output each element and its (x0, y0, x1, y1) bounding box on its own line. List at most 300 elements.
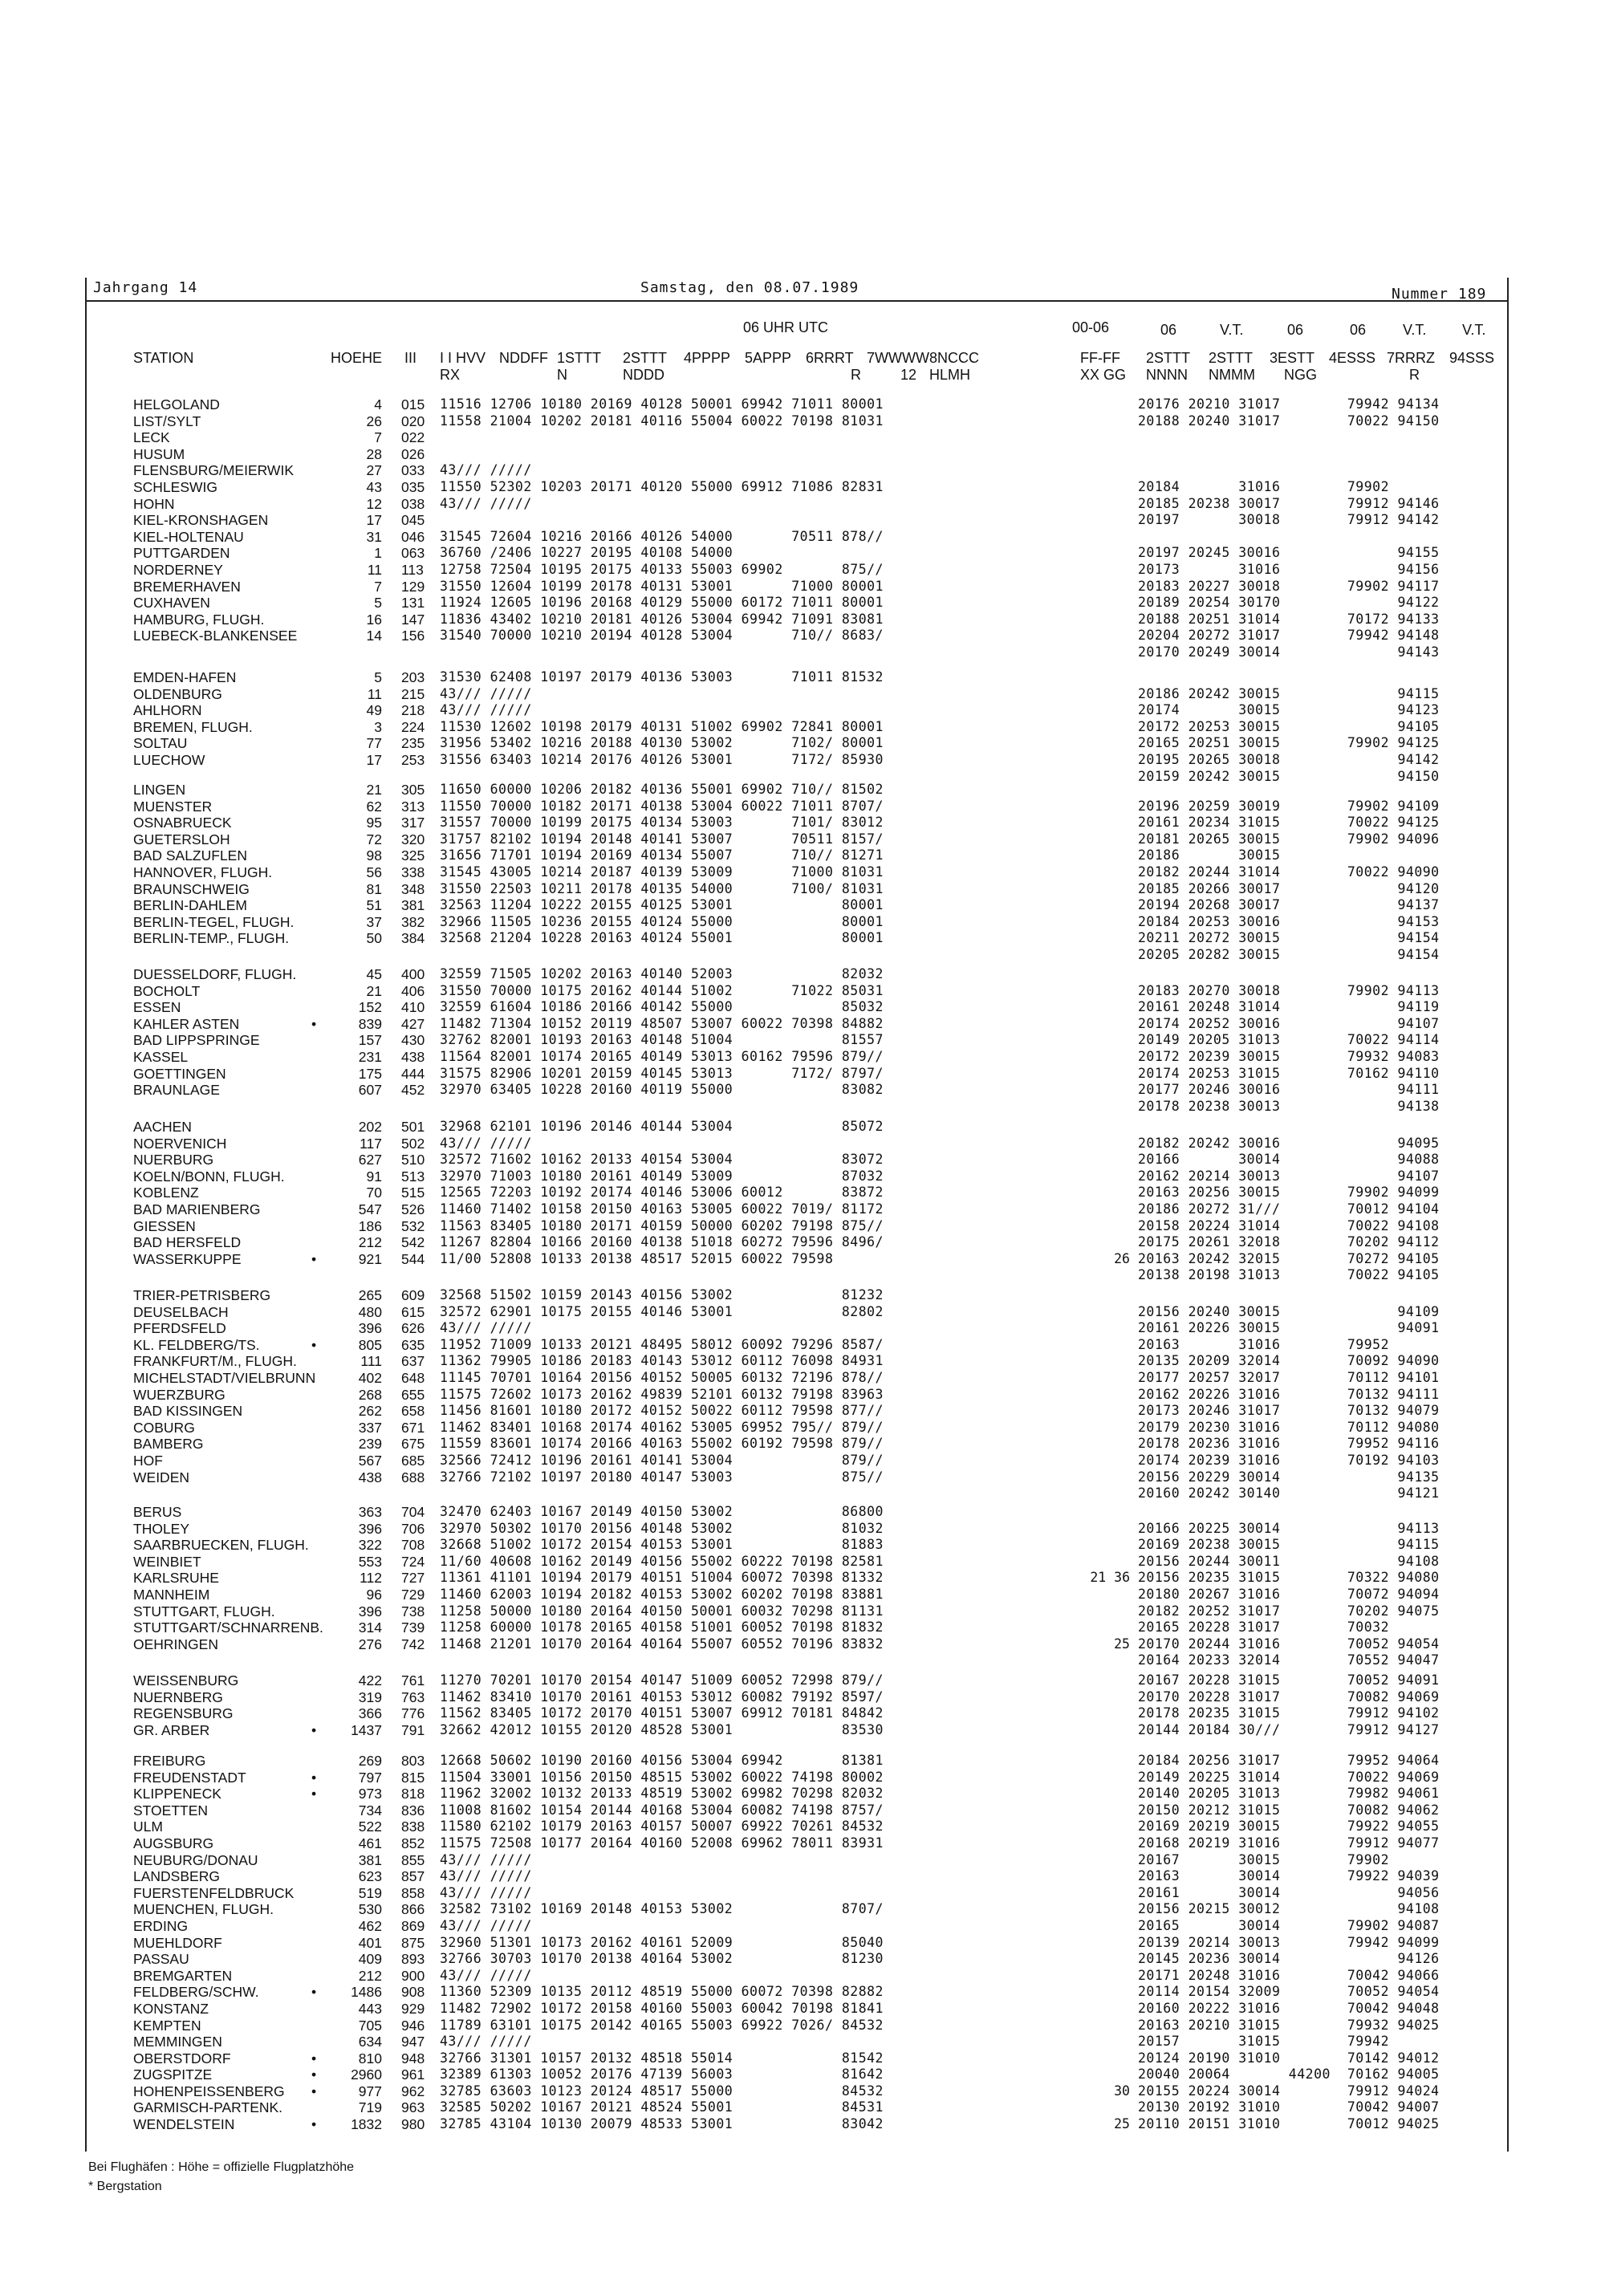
obs-06-utc: 11360 52309 10135 20112 48519 55000 60072 70398 82882 (440, 1984, 884, 2000)
station-height: 797 (358, 1769, 382, 1786)
table-row (0, 1819, 1605, 1835)
station-number: 815 (401, 1769, 425, 1786)
obs-06-utc: 11462 83410 10170 20161 40153 53012 60082 79192 8597/ (440, 1688, 884, 1705)
obs-06-utc: 32585 50202 10167 20121 48524 55001 84531 (440, 2099, 884, 2115)
station-name: PASSAU (133, 1951, 189, 1968)
station-name: PUTTGARDEN (133, 545, 230, 562)
station-height: 1437 (351, 1721, 382, 1738)
station-height: 1486 (351, 1984, 382, 2001)
obs-06-utc: 31550 22503 10211 20178 40135 54000 7100/ 81031 (440, 880, 884, 896)
station-number: 218 (401, 702, 425, 719)
obs-06-utc: 32563 11204 10222 20155 40125 53001 80001 (440, 897, 884, 913)
station-name: BERLIN-DAHLEM (133, 897, 247, 914)
obs-06-utc: 11258 50000 10180 20164 40150 50001 60032 70298 81131 (440, 1603, 884, 1619)
col-1sttt: 1STTT N (557, 350, 602, 383)
station-name: KOELN/BONN, FLUGH. (133, 1168, 285, 1185)
obs-vt: 20162 20214 30013 94107 (1138, 1168, 1440, 1184)
obs-vt: 20164 20233 32014 70552 94047 (1138, 1652, 1440, 1668)
obs-06-utc: 43/// ///// (440, 1884, 532, 1900)
station-height: 27 (366, 462, 382, 479)
station-height: 16 (366, 611, 382, 628)
station-name: NOERVENICH (133, 1135, 227, 1152)
table-row (0, 1705, 1605, 1722)
obs-06-utc: 32568 51502 10159 20143 40156 53002 81232 (440, 1287, 884, 1302)
obs-vt: 20181 20265 30015 79902 94096 (1138, 831, 1440, 847)
obs-06-utc: 11456 81601 10180 20172 40152 50022 60112 79598 877// (440, 1403, 884, 1419)
station-number: 739 (401, 1619, 425, 1636)
station-height: 7 (374, 429, 382, 446)
obs-vt: 20172 20253 30015 94105 (1138, 718, 1440, 734)
station-number: 427 (401, 1015, 425, 1032)
station-name: BAD SALZUFLEN (133, 847, 247, 864)
station-name: HUSUM (133, 445, 185, 462)
station-height: 81 (366, 880, 382, 897)
station-name: WENDELSTEIN (133, 2116, 235, 2133)
station-name: HANNOVER, FLUGH. (133, 864, 273, 880)
table-row (0, 831, 1605, 848)
obs-vt: 20166 30014 94088 (1138, 1152, 1440, 1168)
table-row (0, 644, 1605, 661)
obs-vt: 20110 20151 31010 70012 94025 (1138, 2116, 1440, 2132)
station-number: 893 (401, 1951, 425, 1968)
station-height: 157 (358, 1032, 382, 1049)
obs-06-utc: 11530 12602 10198 20179 40131 51002 69902 72841 80001 (440, 718, 884, 734)
station-number: 129 (401, 578, 425, 595)
table-row (0, 1370, 1605, 1387)
obs-vt: 20156 20240 30015 94109 (1138, 1303, 1440, 1319)
col-iii: III (404, 350, 417, 366)
table-row (0, 1320, 1605, 1337)
table-row (0, 881, 1605, 898)
table-row (0, 847, 1605, 864)
obs-vt: 20184 31016 79902 (1138, 478, 1390, 494)
station-number: 320 (401, 831, 425, 847)
table-row (0, 2066, 1605, 2083)
station-height: 409 (358, 1951, 382, 1968)
obs-vt: 20169 20238 30015 94115 (1138, 1537, 1440, 1553)
section-06b: 06 (1287, 322, 1304, 338)
obs-vt: 20177 20257 32017 70112 94101 (1138, 1369, 1440, 1385)
bergstation-mark: • (311, 2066, 317, 2083)
station-name: ERDING (133, 1917, 189, 1934)
station-name: KL. FELDBERG/TS. (133, 1336, 260, 1353)
table-row (0, 1652, 1605, 1669)
station-height: 438 (358, 1469, 382, 1485)
obs-06-utc: 43/// ///// (440, 1868, 532, 1884)
obs-06-utc: 11504 33001 10156 20150 48515 53002 60022 74198 80002 (440, 1769, 884, 1785)
obs-vt: 20159 20242 30015 94150 (1138, 768, 1440, 784)
station-height: 17 (366, 751, 382, 768)
obs-06-utc: 32960 51301 10173 20162 40161 52009 85040 (440, 1934, 884, 1950)
station-height: 26 (366, 412, 382, 429)
station-height: 77 (366, 735, 382, 752)
obs-06-utc: 43/// ///// (440, 1917, 532, 1933)
station-name: BREMEN, FLUGH. (133, 718, 253, 735)
obs-vt: 20165 20251 30015 79902 94125 (1138, 735, 1440, 751)
table-row (0, 1770, 1605, 1786)
table-row (0, 1469, 1605, 1486)
station-height: 17 (366, 512, 382, 529)
obs-vt: 20145 20236 30014 94126 (1138, 1951, 1440, 1967)
station-height: 396 (358, 1520, 382, 1537)
station-height: 212 (358, 1234, 382, 1251)
station-height: 11 (367, 561, 382, 578)
station-name: TRIER-PETRISBERG (133, 1287, 271, 1303)
station-number: 857 (401, 1868, 425, 1885)
station-height: 152 (358, 999, 382, 1016)
station-number: 501 (401, 1119, 425, 1135)
table-row (0, 1672, 1605, 1689)
station-name: OSNABRUECK (133, 815, 232, 831)
obs-vt: 20139 20214 30013 79942 94099 (1138, 1934, 1440, 1950)
station-number: 855 (401, 1851, 425, 1868)
obs-06-utc: 32785 43104 10130 20079 48533 53001 83042 (440, 2116, 884, 2132)
col-7rrrz: 7RRRZ R (1387, 350, 1436, 383)
station-name: KIEL-HOLTENAU (133, 528, 244, 545)
table-row (0, 462, 1605, 479)
obs-06-utc: 12668 50602 10190 20160 40156 53004 69942 81381 (440, 1753, 884, 1768)
table-row (0, 752, 1605, 769)
obs-vt: 20174 30015 94123 (1138, 702, 1440, 718)
obs-vt: 20155 20224 30014 79912 94024 (1138, 2083, 1440, 2099)
obs-06-utc: 32766 72102 10197 20180 40147 53003 875// (440, 1469, 884, 1485)
station-group (0, 1287, 1605, 1502)
table-row (0, 1119, 1605, 1136)
station-number: 384 (401, 930, 425, 947)
obs-vt: 20150 20212 31015 70082 94062 (1138, 1802, 1440, 1818)
obs-vt: 20040 20064 44200 70162 94005 (1138, 2066, 1440, 2083)
station-number: 706 (401, 1520, 425, 1537)
station-name: REGENSBURG (133, 1705, 234, 1722)
obs-vt: 20163 20256 30015 79902 94099 (1138, 1185, 1440, 1201)
station-height: 443 (358, 2000, 382, 2017)
col-2sttt: 2STTT NDDD (623, 350, 668, 383)
station-number: 317 (401, 815, 425, 831)
station-name: MICHELSTADT/VIELBRUNN (133, 1369, 316, 1386)
station-name: HOHN (133, 495, 175, 512)
station-name: CUXHAVEN (133, 595, 210, 612)
station-number: 544 (401, 1250, 425, 1267)
station-height: 11 (367, 685, 382, 702)
station-number: 513 (401, 1168, 425, 1185)
station-name: PFERDSFELD (133, 1320, 226, 1337)
station-height: 51 (366, 897, 382, 914)
station-height: 973 (358, 1786, 382, 1802)
obs-06-utc: 31550 70000 10175 20162 40144 51002 71022 85031 (440, 982, 884, 998)
station-name: MANNHEIM (133, 1586, 210, 1603)
station-name: ULM (133, 1819, 163, 1835)
table-row (0, 1337, 1605, 1354)
obs-06-utc: 11962 32002 10132 20133 48519 53002 69982 70298 82032 (440, 1786, 884, 1802)
table-row (0, 1968, 1605, 1985)
section-06c: 06 (1350, 322, 1367, 338)
issue-date: Samstag, den 08.07.1989 (640, 279, 859, 296)
station-name: ZUGSPITZE (133, 2066, 213, 2083)
obs-vt: 20170 20244 31016 70052 94054 (1138, 1636, 1440, 1652)
table-row (0, 1689, 1605, 1706)
obs-06-utc: 31575 82906 10201 20159 40145 53013 7172/ 8797/ (440, 1065, 884, 1081)
station-name: GR. ARBER (133, 1721, 210, 1738)
obs-06-utc: 43/// ///// (440, 495, 532, 511)
station-number: 038 (401, 495, 425, 512)
station-name: ESSEN (133, 999, 181, 1016)
table-row (0, 1753, 1605, 1770)
station-number: 852 (401, 1835, 425, 1851)
obs-vt: 20149 20225 31014 70022 94069 (1138, 1769, 1440, 1785)
obs-06-utc: 31550 12604 10199 20178 40131 53001 71000 80001 (440, 578, 884, 594)
obs-06-utc: 31545 43005 10214 20187 40139 53009 71000 81031 (440, 864, 884, 880)
obs-vt: 20162 20226 31016 70132 94111 (1138, 1386, 1440, 1402)
section-vt-a: V.T. (1220, 322, 1244, 338)
table-row (0, 719, 1605, 736)
station-number: 444 (401, 1065, 425, 1082)
station-name: MUEHLDORF (133, 1934, 222, 1951)
table-row (0, 1136, 1605, 1152)
station-name: HELGOLAND (133, 396, 220, 412)
station-height: 567 (358, 1452, 382, 1469)
table-row (0, 930, 1605, 947)
col-2sttt-vt: 2STTT NNNN (1146, 350, 1191, 383)
obs-06-utc: 11008 81602 10154 20144 40168 53004 60082 74198 8757/ (440, 1802, 884, 1818)
obs-06-utc: 11482 71304 10152 20119 48507 53007 60022 70398 84882 (440, 1015, 884, 1031)
station-number: 626 (401, 1320, 425, 1337)
table-row (0, 1082, 1605, 1099)
obs-06-utc: 12758 72504 10195 20175 40133 55003 69902 875// (440, 561, 884, 577)
station-height: 381 (358, 1851, 382, 1868)
station-name: KASSEL (133, 1048, 189, 1065)
obs-vt: 20173 31016 94156 (1138, 561, 1440, 577)
station-number: 803 (401, 1753, 425, 1769)
table-row (0, 2099, 1605, 2116)
obs-06-utc: 11258 60000 10178 20165 40158 51001 60052 70198 81832 (440, 1619, 884, 1636)
station-name: BAD MARIENBERG (133, 1201, 261, 1217)
station-name: NORDERNEY (133, 561, 223, 578)
table-row (0, 1835, 1605, 1852)
station-name: BERLIN-TEMP., FLUGH. (133, 930, 290, 947)
obs-vt: 20161 20226 30015 94091 (1138, 1320, 1440, 1336)
station-height: 322 (358, 1537, 382, 1554)
station-name: DEUSELBACH (133, 1303, 229, 1320)
station-number: 761 (401, 1672, 425, 1688)
station-number: 156 (401, 628, 425, 644)
obs-vt: 20182 20244 31014 70022 94090 (1138, 864, 1440, 880)
obs-06-utc: 32389 61303 10052 20176 47139 56003 81642 (440, 2066, 884, 2083)
station-height: 21 (366, 982, 382, 999)
station-height: 72 (366, 831, 382, 847)
station-height: 14 (366, 628, 382, 644)
table-row (0, 595, 1605, 612)
obs-06-utc: 32559 61604 10186 20166 40142 55000 85032 (440, 999, 884, 1015)
station-height: 627 (358, 1152, 382, 1168)
obs-06-utc: 31656 71701 10194 20169 40134 55007 710// 81271 (440, 847, 884, 864)
station-name: HOF (133, 1452, 163, 1469)
obs-06-utc: 32970 71003 10180 20161 40149 53009 87032 (440, 1168, 884, 1184)
obs-06-utc: 11575 72508 10177 20164 40160 52008 69962 78011 83931 (440, 1835, 884, 1851)
obs-vt: 20211 20272 30015 94154 (1138, 930, 1440, 946)
obs-vt: 20156 20215 30012 94108 (1138, 1901, 1440, 1917)
obs-vt: 20205 20282 30015 94154 (1138, 946, 1440, 962)
table-row (0, 612, 1605, 628)
obs-vt: 20172 20239 30015 79932 94083 (1138, 1048, 1440, 1064)
station-number: 961 (401, 2066, 425, 2083)
station-height: 28 (366, 445, 382, 462)
section-06-utc: 06 UHR UTC (743, 319, 829, 335)
station-name: FELDBERG/SCHW. (133, 1984, 259, 2001)
table-row (0, 1304, 1605, 1321)
obs-vt: 20185 20266 30017 94120 (1138, 880, 1440, 896)
col-station: STATION (133, 350, 194, 366)
station-height: 5 (374, 669, 382, 685)
issue-number: Nummer 189 (1392, 286, 1487, 303)
table-row (0, 686, 1605, 703)
station-name: AACHEN (133, 1119, 192, 1135)
obs-vt: 20179 20230 31016 70112 94080 (1138, 1419, 1440, 1435)
station-number: 635 (401, 1336, 425, 1353)
station-height: 734 (358, 1802, 382, 1819)
station-number: 729 (401, 1586, 425, 1603)
obs-vt: 20188 20251 31014 70172 94133 (1138, 611, 1440, 627)
obs-vt: 20160 20222 31016 70042 94048 (1138, 2000, 1440, 2016)
bergstation-mark: • (311, 1250, 317, 1267)
station-height: 480 (358, 1303, 382, 1320)
station-number: 400 (401, 966, 425, 982)
obs-vt: 20169 20219 30015 79922 94055 (1138, 1819, 1440, 1835)
table-row (0, 1554, 1605, 1571)
table-row (0, 1537, 1605, 1554)
station-number: 510 (401, 1152, 425, 1168)
section-00-06: 00-06 (1072, 319, 1110, 335)
obs-06-utc: 43/// ///// (440, 2034, 532, 2050)
station-name: BAD KISSINGEN (133, 1403, 243, 1420)
col-4esss: 4ESSS (1329, 350, 1376, 366)
obs-vt: 20182 20252 31017 70202 94075 (1138, 1603, 1440, 1619)
station-height: 319 (358, 1688, 382, 1705)
obs-06-utc: 12565 72203 10192 20174 40146 53006 60012 83872 (440, 1185, 884, 1201)
station-number: 791 (401, 1721, 425, 1738)
table-row (0, 947, 1605, 964)
col-7wwww: 7WWWW 12 (867, 350, 929, 383)
station-number: 235 (401, 735, 425, 752)
obs-vt: 20163 20242 32015 70272 94105 (1138, 1250, 1440, 1266)
station-number: 215 (401, 685, 425, 702)
obs-vt: 20167 20228 31015 70052 94091 (1138, 1672, 1440, 1688)
table-row (0, 1852, 1605, 1869)
obs-vt: 20171 20248 31016 70042 94066 (1138, 1967, 1440, 1983)
bergstation-mark: • (311, 1786, 317, 1802)
station-number: 858 (401, 1884, 425, 1901)
station-name: SCHLESWIG (133, 478, 218, 495)
table-row (0, 799, 1605, 815)
station-name: BAD HERSFELD (133, 1234, 242, 1251)
table-row (0, 702, 1605, 719)
station-number: 962 (401, 2083, 425, 2099)
station-number: 203 (401, 669, 425, 685)
station-name: COBURG (133, 1419, 195, 1436)
obs-vt: 20182 20242 30016 94095 (1138, 1135, 1440, 1151)
station-number: 655 (401, 1386, 425, 1403)
table-row (0, 446, 1605, 463)
station-number: 406 (401, 982, 425, 999)
obs-06-utc: 43/// ///// (440, 1851, 532, 1867)
obs-06-utc: 32970 63405 10228 20160 40119 55000 83082 (440, 1082, 884, 1098)
station-name: KAHLER ASTEN (133, 1015, 240, 1032)
obs-vt: 20130 20192 31010 70042 94007 (1138, 2099, 1440, 2115)
bergstation-mark: • (311, 2083, 317, 2099)
station-number: 542 (401, 1234, 425, 1251)
col-ff-ff: FF-FF XX GG (1080, 350, 1127, 383)
table-row (0, 1420, 1605, 1437)
station-height: 70 (366, 1185, 382, 1201)
col-5appp: 5APPP (745, 350, 792, 366)
station-number: 615 (401, 1303, 425, 1320)
obs-vt: 20149 20205 31013 70022 94114 (1138, 1032, 1440, 1048)
table-row (0, 1802, 1605, 1819)
station-height: 212 (358, 1967, 382, 1984)
station-number: 348 (401, 880, 425, 897)
station-name: MEMMINGEN (133, 2034, 222, 2050)
table-row (0, 1387, 1605, 1404)
table-row (0, 1201, 1605, 1218)
table-row (0, 1935, 1605, 1952)
obs-vt: 20161 20248 31014 94119 (1138, 999, 1440, 1015)
obs-06-utc: 32566 72412 10196 20161 40141 53004 879// (440, 1452, 884, 1468)
station-number: 708 (401, 1537, 425, 1554)
obs-vt: 20186 30015 (1138, 847, 1281, 864)
station-height: 402 (358, 1369, 382, 1386)
col-2sttt-nmmm: 2STTT NMMM (1209, 350, 1255, 383)
station-name: FLENSBURG/MEIERWIK (133, 462, 294, 479)
jahrgang-label: Jahrgang 14 (93, 279, 198, 296)
station-name: OEHRINGEN (133, 1636, 218, 1652)
obs-06-utc: 32762 82001 10193 20163 40148 51004 81557 (440, 1032, 884, 1048)
col-6rrrt: 6RRRT R (806, 350, 861, 383)
station-group (0, 1504, 1605, 1669)
obs-06-utc: 11468 21201 10170 20164 40164 55007 60552 70196 83832 (440, 1636, 884, 1652)
station-name: EMDEN-HAFEN (133, 669, 237, 685)
table-row (0, 396, 1605, 413)
station-name: STUTTGART/SCHNARRENB. (133, 1619, 323, 1636)
station-number: 818 (401, 1786, 425, 1802)
table-row (0, 1168, 1605, 1185)
obs-ff-gg: 30 (1114, 2083, 1130, 2099)
obs-vt: 20184 20256 31017 79952 94064 (1138, 1753, 1440, 1768)
station-number: 866 (401, 1901, 425, 1918)
station-number: 637 (401, 1353, 425, 1370)
station-name: WEISSENBURG (133, 1672, 239, 1688)
obs-06-utc: 32662 42012 10155 20120 48528 53001 83530 (440, 1721, 884, 1737)
station-height: 623 (358, 1868, 382, 1885)
station-height: 2960 (351, 2066, 382, 2083)
table-row (0, 1722, 1605, 1739)
station-number: 033 (401, 462, 425, 479)
obs-vt: 20158 20224 31014 70022 94108 (1138, 1217, 1440, 1233)
obs-vt: 20196 20259 30019 79902 94109 (1138, 798, 1440, 814)
obs-vt: 20175 20261 32018 70202 94112 (1138, 1234, 1440, 1250)
footnote-bergstation: * Bergstation (88, 2180, 162, 2193)
station-height: 262 (358, 1403, 382, 1420)
table-row (0, 1066, 1605, 1083)
obs-06-utc: 11562 83405 10172 20170 40151 53007 69912 70181 84842 (440, 1705, 884, 1721)
obs-vt: 20183 20227 30018 79902 94117 (1138, 578, 1440, 594)
station-number: 658 (401, 1403, 425, 1420)
station-group (0, 669, 1605, 785)
station-name: BERLIN-TEGEL, FLUGH. (133, 913, 295, 930)
station-height: 1 (374, 545, 382, 562)
header-rule (85, 300, 1509, 302)
station-name: LIST/SYLT (133, 412, 201, 429)
station-name: AHLHORN (133, 702, 202, 719)
station-height: 37 (366, 913, 382, 930)
